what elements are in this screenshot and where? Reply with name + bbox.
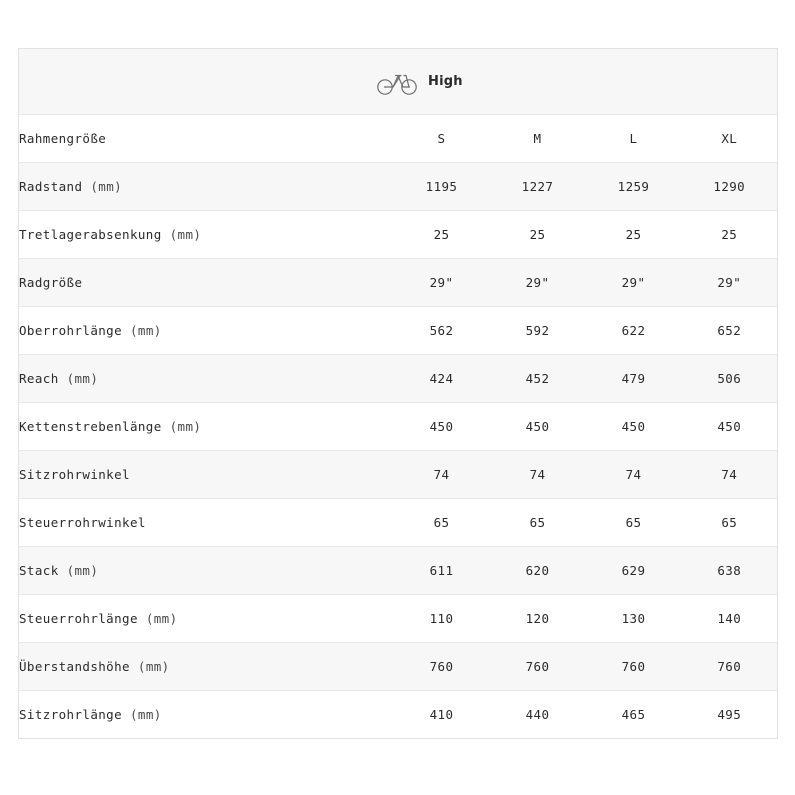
row-label-text: Steuerrohrlänge [19,611,138,626]
cell-value: 1227 [490,163,586,211]
table-row [19,355,778,403]
row-label [19,355,394,403]
row-label-unit: (mm) [129,323,162,338]
cell-value: 506 [682,355,778,403]
cell-value: 450 [394,403,490,451]
table-row [19,163,778,211]
row-label-text: Stack [19,563,59,578]
table-row [19,403,778,451]
cell-value: 29" [394,259,490,307]
header-title-cell [19,49,778,115]
size-header-xl: XL [682,115,778,163]
cell-value: 140 [682,595,778,643]
cell-value: 760 [490,643,586,691]
table-row [19,595,778,643]
cell-value: 450 [682,403,778,451]
table-row [19,691,778,739]
cell-value: 29" [490,259,586,307]
cell-value: 622 [586,307,682,355]
cell-value: 120 [490,595,586,643]
cell-value: 452 [490,355,586,403]
cell-value: 25 [394,211,490,259]
row-label-unit: (mm) [145,611,178,626]
cell-value: 424 [394,355,490,403]
row-label [19,499,394,547]
row-label [19,547,394,595]
row-label-text: Tretlagerabsenkung [19,227,162,242]
cell-value: 410 [429,707,454,722]
table-header [19,49,778,115]
cell-value: 65 [490,499,586,547]
table-row [19,499,778,547]
row-label-text: Sitzrohrlänge [19,707,123,722]
row-label-text: Kettenstrebenlänge [19,419,162,434]
cell-value: 592 [490,307,586,355]
size-header-l: L [586,115,682,163]
row-label [19,307,394,355]
cell-value: 74 [490,451,586,499]
header-title: High [428,74,463,89]
row-label [19,595,394,643]
row-label [19,163,394,211]
row-label-text: Überstandshöhe [19,659,130,674]
cell-value: 25 [586,211,682,259]
cell-value: 1259 [586,163,682,211]
cell-value: 638 [682,547,778,595]
cell-value: 620 [490,547,586,595]
cell-value: 74 [394,451,490,499]
cell-value: 1195 [394,163,490,211]
size-header-m: M [490,115,586,163]
row-label-unit: (mm) [66,371,99,386]
cell-value: 130 [586,595,682,643]
cell-value: 1290 [682,163,778,211]
table-header-row [19,49,778,115]
cell-value: 760 [586,643,682,691]
cell-value: 29" [586,259,682,307]
row-label [19,259,394,307]
row-label-unit: (mm) [90,179,123,194]
geometry-table [18,48,778,739]
row-label-text: Oberrohrlänge [19,323,123,338]
cell-value: 760 [682,643,778,691]
row-label [19,211,394,259]
row-label-unit: (mm) [66,563,99,578]
cell-value: 74 [682,451,778,499]
table-body [19,115,778,739]
row-label-unit: (mm) [137,659,170,674]
row-label-text: Radgröße [19,275,83,290]
cell-value: 652 [682,307,778,355]
cell-value: 110 [394,595,490,643]
row-label-unit: (mm) [169,227,202,242]
cell-value: 440 [525,707,550,722]
table-row [19,259,778,307]
row-label [19,403,394,451]
row-label [19,643,394,691]
cell-value: 760 [394,643,490,691]
bicycle-icon [376,68,418,96]
row-label-rahmengroesse: Rahmengröße [19,115,394,163]
table-row [19,451,778,499]
cell-value: 629 [586,547,682,595]
cell-value: 562 [394,307,490,355]
cell-value: 65 [394,499,490,547]
row-label-text: Reach [19,371,59,386]
table-row-sizes [19,115,778,163]
cell-value: 65 [586,499,682,547]
table-row [19,211,778,259]
cell-value: 29" [682,259,778,307]
table-row [19,307,778,355]
row-label-unit: (mm) [129,707,162,722]
row-label [19,691,394,739]
cell-value: 450 [586,403,682,451]
cell-value: 25 [490,211,586,259]
table-row [19,547,778,595]
row-label [19,451,394,499]
cell-value: 25 [682,211,778,259]
cell-value: 479 [586,355,682,403]
cell-value: 74 [586,451,682,499]
cell-value: 611 [394,547,490,595]
row-label-text: Radstand [19,179,83,194]
row-label-text: Sitzrohrwinkel [19,467,130,482]
size-header-s: S [394,115,490,163]
cell-value: 65 [682,499,778,547]
cell-value: 465 [621,707,646,722]
cell-value: 450 [490,403,586,451]
table-row [19,643,778,691]
row-label-text: Steuerrohrwinkel [19,515,146,530]
cell-value: 495 [717,707,742,722]
row-label-unit: (mm) [169,419,202,434]
